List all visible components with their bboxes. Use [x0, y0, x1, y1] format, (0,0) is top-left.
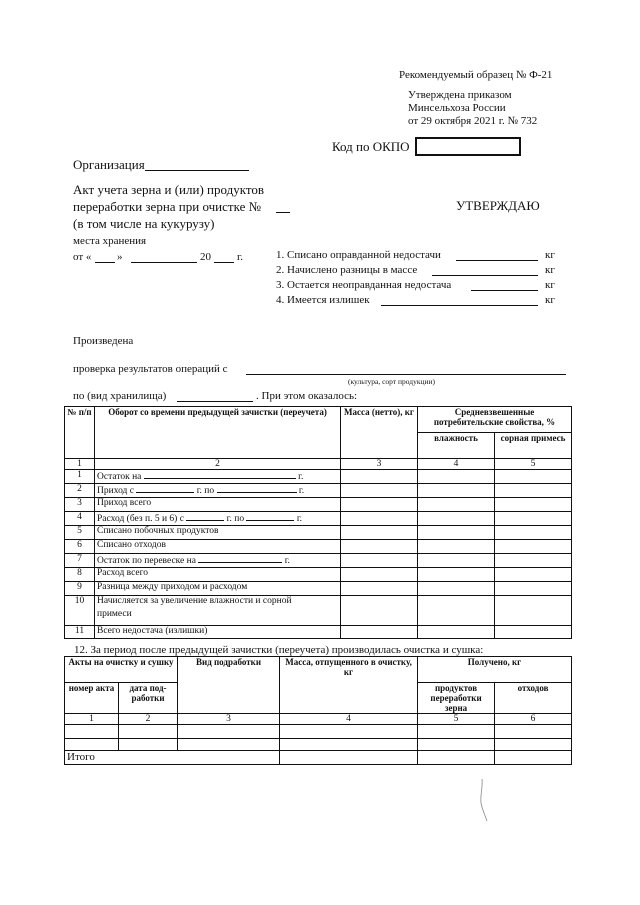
turnover-table: [64, 406, 572, 639]
date-year-prefix: 20: [200, 251, 211, 263]
mass-cell[interactable]: [280, 725, 418, 739]
row-num: 11: [65, 626, 95, 639]
okpo-field[interactable]: [415, 137, 521, 156]
item-3-label: 3. Остается неоправданная недостача: [276, 279, 452, 291]
item-2-field[interactable]: [432, 275, 538, 276]
row-date-to-field[interactable]: [246, 512, 294, 521]
products-cell[interactable]: [418, 725, 495, 739]
col-num-4: 4: [280, 714, 418, 725]
table-row: [65, 596, 572, 626]
row-num: 1: [65, 470, 95, 484]
weed-cell[interactable]: [495, 582, 572, 596]
check-line-label: проверка результатов операций с: [73, 363, 228, 375]
th-humidity: влажность: [418, 433, 495, 459]
mass-cell[interactable]: [341, 582, 418, 596]
waste-cell[interactable]: [495, 725, 572, 739]
row-text: Начисляется за увеличение влажности и сорной: [97, 596, 292, 606]
row-label: [95, 554, 341, 568]
culture-field[interactable]: [246, 374, 566, 375]
table-row: [65, 725, 572, 739]
date-year-field[interactable]: [214, 262, 234, 263]
table-row: [65, 540, 572, 554]
row-date-from-field[interactable]: [136, 484, 194, 493]
humidity-cell[interactable]: [418, 484, 495, 498]
th-turnover: Оборот со времени предыдущей зачистки (переучета): [95, 407, 341, 459]
row-date-to-field[interactable]: [217, 484, 297, 493]
weed-cell[interactable]: [495, 526, 572, 540]
col-num-6: 6: [495, 714, 572, 725]
table-row: [65, 512, 572, 526]
result-label: . При этом оказалось:: [256, 390, 358, 402]
mass-cell[interactable]: [280, 739, 418, 751]
row-text: Расход (без п. 5 и 6) с: [97, 514, 184, 524]
row-num: 5: [65, 526, 95, 540]
storage-label: места хранения: [73, 235, 147, 247]
total-products-cell[interactable]: [418, 751, 495, 765]
item-1-unit: кг: [545, 249, 555, 261]
col-num-2: 2: [95, 459, 341, 470]
row-text-2: примеси: [97, 609, 132, 619]
weed-cell[interactable]: [495, 540, 572, 554]
th-products: продуктов переработки зерна: [418, 683, 495, 714]
item-2-unit: кг: [545, 264, 555, 276]
row-text: Остаток по перевеске на: [97, 556, 196, 566]
row-mid: г. по: [196, 486, 215, 496]
weed-cell[interactable]: [495, 470, 572, 484]
weed-cell[interactable]: [495, 554, 572, 568]
row-suffix: г.: [284, 556, 290, 566]
row-num: 4: [65, 512, 95, 526]
humidity-cell[interactable]: [418, 498, 495, 512]
approved-line-3: от 29 октября 2021 г. № 732: [408, 115, 538, 127]
row-mid: г. по: [226, 514, 245, 524]
th-avg: Средневзвешенные потребительские свойства, %: [418, 407, 572, 433]
humidity-cell[interactable]: [418, 626, 495, 639]
item-2-label: 2. Начислено разницы в массе: [276, 264, 418, 276]
th-mass: Масса, отпущенного в очистку, кг: [280, 657, 418, 714]
by-storage-label: по (вид хранилища): [73, 390, 167, 402]
table-row: [65, 484, 572, 498]
section-12-label: 12. За период после предыдущей зачистки (переучета) производилась очистка и сушка:: [74, 644, 484, 656]
total-mass-cell[interactable]: [280, 751, 418, 765]
table-row: [65, 554, 572, 568]
th-mass: Масса (нетто), кг: [341, 407, 418, 459]
row-label: Разница между приходом и расходом: [95, 582, 341, 596]
cleaning-table: [64, 656, 572, 765]
col-num-2: 2: [119, 714, 178, 725]
th-num: № п/п: [65, 407, 95, 459]
products-cell[interactable]: [418, 739, 495, 751]
col-num-5: 5: [418, 714, 495, 725]
okpo-label: Код по ОКПО: [332, 139, 410, 154]
weed-cell[interactable]: [495, 568, 572, 582]
row-date-from-field[interactable]: [186, 512, 224, 521]
item-1-field[interactable]: [456, 260, 538, 261]
row-label: [95, 512, 341, 526]
col-num-3: 3: [341, 459, 418, 470]
row-date-field[interactable]: [144, 470, 296, 479]
col-num-1: 1: [65, 459, 95, 470]
approved-line-1: Утверждена приказом: [408, 89, 512, 101]
row-text: Остаток на: [97, 472, 142, 482]
approve-label: УТВЕРЖДАЮ: [456, 198, 540, 213]
date-g: г.: [237, 251, 244, 263]
row-suffix: г.: [298, 486, 305, 496]
col-num-4: 4: [418, 459, 495, 470]
item-4-label: 4. Имеется излишек: [276, 294, 370, 306]
waste-cell[interactable]: [495, 739, 572, 751]
row-num: 3: [65, 498, 95, 512]
row-label: [95, 484, 341, 498]
storage-type-field[interactable]: [177, 401, 253, 402]
row-suffix: г.: [296, 514, 303, 524]
th-act-date: дата под- работки: [119, 683, 178, 714]
mass-cell[interactable]: [341, 484, 418, 498]
th-act-num: номер акта: [65, 683, 119, 714]
humidity-cell[interactable]: [418, 526, 495, 540]
mass-cell[interactable]: [341, 526, 418, 540]
th-weed: сорная примесь: [495, 433, 572, 459]
kind-cell[interactable]: [178, 725, 280, 739]
date-from: от «: [73, 251, 92, 263]
act-date-cell[interactable]: [119, 725, 178, 739]
row-label: [95, 470, 341, 484]
table-row: [65, 470, 572, 484]
mass-cell[interactable]: [341, 470, 418, 484]
row-label: Приход всего: [95, 498, 341, 512]
th-received: Получено, кг: [418, 657, 572, 683]
date-month-field[interactable]: [131, 262, 197, 263]
total-label: Итого: [65, 751, 280, 765]
approved-line-2: Минсельхоза России: [408, 102, 506, 114]
mass-cell[interactable]: [341, 626, 418, 639]
act-number-field[interactable]: [276, 212, 290, 213]
organization-field[interactable]: [145, 170, 249, 171]
row-num: 8: [65, 568, 95, 582]
pen-mark-icon: [474, 775, 494, 825]
act-title-line-1: Акт учета зерна и (или) продуктов: [73, 182, 265, 197]
kind-cell[interactable]: [178, 739, 280, 751]
humidity-cell[interactable]: [418, 540, 495, 554]
mass-cell[interactable]: [341, 512, 418, 526]
weed-cell[interactable]: [495, 484, 572, 498]
table-row: [65, 626, 572, 639]
th-acts: Акты на очистку и сушку: [65, 657, 178, 683]
mass-cell[interactable]: [341, 568, 418, 582]
row-label: Всего недостача (излишки): [95, 626, 341, 639]
mass-cell[interactable]: [341, 554, 418, 568]
th-waste: отходов: [495, 683, 572, 714]
total-row: [65, 751, 572, 765]
sample-label: Рекомендуемый образец № Ф-21: [399, 69, 553, 81]
table-row: [65, 739, 572, 751]
row-label: [95, 596, 341, 626]
row-text: Приход с: [97, 486, 134, 496]
row-label: Списано побочных продуктов: [95, 526, 341, 540]
item-4-field[interactable]: [381, 305, 538, 306]
date-day-field[interactable]: [95, 262, 115, 263]
row-suffix: г.: [298, 472, 304, 482]
act-date-cell[interactable]: [119, 739, 178, 751]
humidity-cell[interactable]: [418, 582, 495, 596]
item-1-label: 1. Списано оправданной недостачи: [276, 249, 441, 261]
produced-label: Произведена: [73, 335, 134, 347]
humidity-cell[interactable]: [418, 568, 495, 582]
weed-cell[interactable]: [495, 596, 572, 626]
col-num-3: 3: [178, 714, 280, 725]
culture-hint: (культура, сорт продукции): [348, 377, 436, 386]
item-3-field[interactable]: [471, 290, 538, 291]
table-row: [65, 526, 572, 540]
mass-cell[interactable]: [341, 540, 418, 554]
row-num: 10: [65, 596, 95, 626]
weed-cell[interactable]: [495, 626, 572, 639]
mass-cell[interactable]: [341, 596, 418, 626]
act-title-line-3: (в том числе на кукурузу): [73, 216, 215, 231]
row-num: 9: [65, 582, 95, 596]
table-row: [65, 498, 572, 512]
row-label: Списано отходов: [95, 540, 341, 554]
date-close-quote: »: [117, 251, 123, 263]
th-kind: Вид подработки: [178, 657, 280, 714]
table-row: [65, 582, 572, 596]
row-num: 2: [65, 484, 95, 498]
table-row: [65, 568, 572, 582]
row-num: 7: [65, 554, 95, 568]
weed-cell[interactable]: [495, 498, 572, 512]
weed-cell[interactable]: [495, 512, 572, 526]
col-num-1: 1: [65, 714, 119, 725]
row-label: Расход всего: [95, 568, 341, 582]
act-num-cell[interactable]: [65, 725, 119, 739]
item-3-unit: кг: [545, 279, 555, 291]
row-date-field[interactable]: [198, 554, 282, 563]
col-num-5: 5: [495, 459, 572, 470]
mass-cell[interactable]: [341, 498, 418, 512]
humidity-cell[interactable]: [418, 470, 495, 484]
organization-label: Организация: [73, 157, 145, 172]
total-waste-cell[interactable]: [495, 751, 572, 765]
humidity-cell[interactable]: [418, 596, 495, 626]
item-4-unit: кг: [545, 294, 555, 306]
row-num: 6: [65, 540, 95, 554]
humidity-cell[interactable]: [418, 554, 495, 568]
humidity-cell[interactable]: [418, 512, 495, 526]
act-num-cell[interactable]: [65, 739, 119, 751]
act-title-line-2: переработки зерна при очистке №: [73, 199, 261, 214]
